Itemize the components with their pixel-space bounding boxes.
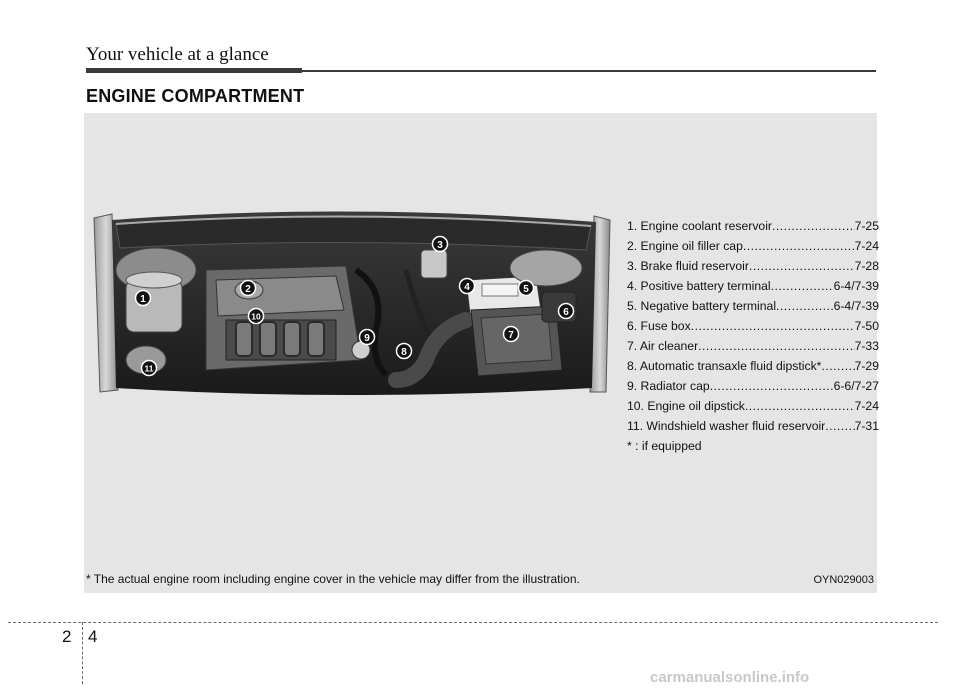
legend-item-label: 9. Radiator cap bbox=[627, 379, 710, 393]
callout-6 bbox=[559, 304, 574, 319]
legend-item-washer-fluid-reservoir bbox=[627, 416, 879, 436]
callout-1 bbox=[136, 291, 151, 306]
figure-code: OYN029003 bbox=[813, 574, 874, 586]
callout-8 bbox=[397, 344, 412, 359]
legend-item-label: 6. Fuse box bbox=[627, 319, 691, 333]
footer-rule bbox=[8, 622, 938, 623]
leader-dots bbox=[771, 276, 834, 296]
callout-2 bbox=[241, 281, 256, 296]
callout-label: 8 bbox=[401, 347, 407, 358]
callout-label: 9 bbox=[364, 333, 370, 344]
component-legend bbox=[627, 216, 879, 456]
callout-5 bbox=[519, 281, 534, 296]
legend-item-page: 7-28 bbox=[854, 259, 879, 273]
legend-item-label: 4. Positive battery terminal bbox=[627, 279, 771, 293]
callout-label: 11 bbox=[144, 363, 154, 374]
callout-label: 2 bbox=[245, 284, 251, 295]
legend-item-page: 6-4/7-39 bbox=[833, 279, 879, 293]
leader-dots bbox=[749, 256, 855, 276]
callout-label: 10 bbox=[251, 311, 261, 322]
legend-item-transaxle-fluid-dipstick bbox=[627, 356, 879, 376]
running-header-title: Your vehicle at a glance bbox=[86, 44, 269, 65]
illustration-footnote: * The actual engine room including engine cover in the vehicle may differ from the illustration. bbox=[86, 572, 580, 586]
legend-item-fuse-box bbox=[627, 316, 879, 336]
legend-item-brake-fluid-reservoir bbox=[627, 256, 879, 276]
legend-item-air-cleaner bbox=[627, 336, 879, 356]
legend-item-label: 5. Negative battery terminal bbox=[627, 299, 777, 313]
callout-label: 4 bbox=[464, 282, 470, 293]
legend-item-negative-battery-terminal bbox=[627, 296, 879, 316]
legend-item-label: 8. Automatic transaxle fluid dipstick* bbox=[627, 359, 822, 373]
legend-item-label: 2. Engine oil filler cap bbox=[627, 239, 743, 253]
legend-item-label: 7. Air cleaner bbox=[627, 339, 699, 353]
legend-item-label: 3. Brake fluid reservoir bbox=[627, 259, 749, 273]
legend-item-engine-coolant-reservoir bbox=[627, 216, 879, 236]
leader-dots bbox=[698, 336, 854, 356]
leader-dots bbox=[821, 356, 854, 376]
legend-item-page: 7-24 bbox=[854, 239, 879, 253]
leader-dots bbox=[825, 416, 854, 436]
callout-label: 6 bbox=[563, 307, 569, 318]
legend-item-page: 7-31 bbox=[854, 419, 879, 433]
leader-dots bbox=[710, 376, 834, 396]
legend-item-page: 7-33 bbox=[854, 339, 879, 353]
legend-item-page: 7-50 bbox=[854, 319, 879, 333]
callout-7 bbox=[504, 327, 519, 342]
callout-4 bbox=[460, 279, 475, 294]
legend-item-label: 11. Windshield washer fluid reservoir bbox=[627, 419, 826, 433]
callout-label: 5 bbox=[523, 284, 529, 295]
callout-11 bbox=[142, 361, 157, 376]
leader-dots bbox=[691, 316, 855, 336]
callout-3 bbox=[433, 237, 448, 252]
site-watermark: carmanualsonline.info bbox=[650, 669, 810, 686]
section-heading: ENGINE COMPARTMENT bbox=[86, 86, 305, 106]
callout-9 bbox=[360, 330, 375, 345]
callout-10 bbox=[249, 309, 264, 324]
legend-item-engine-oil-filler-cap bbox=[627, 236, 879, 256]
legend-item-page: 6-6/7-27 bbox=[833, 379, 879, 393]
page-chapter-number: 2 bbox=[62, 627, 72, 646]
legend-item-page: 7-25 bbox=[854, 219, 879, 233]
legend-note: * : if equipped bbox=[627, 439, 702, 453]
legend-item-radiator-cap bbox=[627, 376, 879, 396]
callout-label: 7 bbox=[508, 330, 514, 341]
legend-item-engine-oil-dipstick bbox=[627, 396, 879, 416]
leader-dots bbox=[743, 236, 855, 256]
leader-dots bbox=[776, 296, 834, 316]
legend-item-label: 10. Engine oil dipstick bbox=[627, 399, 745, 413]
callout-label: 1 bbox=[140, 294, 146, 305]
legend-item-label: 1. Engine coolant reservoir bbox=[627, 219, 772, 233]
legend-item-page: 7-24 bbox=[854, 399, 879, 413]
legend-item-positive-battery-terminal bbox=[627, 276, 879, 296]
leader-dots bbox=[772, 216, 855, 236]
footer-divider bbox=[82, 622, 83, 684]
legend-item-page: 7-29 bbox=[854, 359, 879, 373]
callout-label: 3 bbox=[437, 240, 443, 251]
leader-dots bbox=[745, 396, 855, 416]
legend-item-page: 6-4/7-39 bbox=[833, 299, 879, 313]
page-number: 4 bbox=[88, 627, 98, 646]
